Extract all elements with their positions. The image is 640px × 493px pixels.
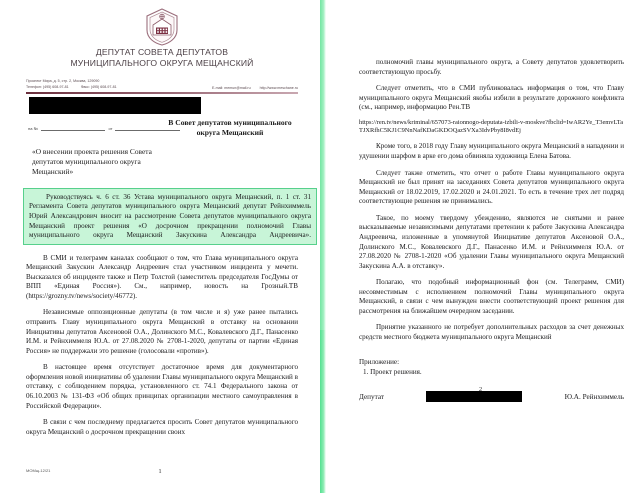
- signature-role-label: Депутат: [359, 392, 384, 401]
- reference-no-field[interactable]: [41, 124, 106, 131]
- highlighted-paragraph-block: [23, 188, 317, 245]
- contacts-right: [212, 78, 298, 91]
- paragraph-information-background: Полагаю, что подобный информационный фон (см. Телеграмм, СМИ) несовместимым с исполнением полномочий Главы муниципального округа Мещанский, в связи с чем вынужден внести соответствующий проект решения для рассмотрения на ближайшем очередном заседании.: [359, 278, 624, 315]
- paragraph-prior-claims: Такое, по моему твердому убеждению, являются не снятыми и ранее высказываемые независимыми депутатами претензии к работе Закускина Александра Андреевича, изложенные в упомянутой Инициативе депутатов Аксеновой О.А., Долинского М.С., Ковалевского Д.Г., Панасенко И.М. и Рейнхиммеля Ю.А. от 27.08.2020 № 2708-1-2020 «Об удалении Главы муниципального округа Мещанский Закускина А.А. в отставку».: [359, 213, 624, 270]
- paragraph-2018-accusation: Кроме того, в 2018 году Главу муниципального округа Мещанский в нападении и удушении шарфом в арке его дома обвиняла художница Елена Батова.: [359, 142, 624, 161]
- addressee-line1: В Совет депутатов муниципального: [168, 118, 292, 127]
- paragraph-media-report: В СМИ и телеграмм каналах сообщают о том, что Глава муниципального округа Мещанский Закускин Александр Андреевич стал участником инцидента у мечети. Высказался об инциденте также и Петр Толстой (заместитель председателя ГосДумы от ВПП «Единая Россия»). См., например, новость на Грозный.ТВ (https://grozny.tv/news/society/46772).: [26, 253, 298, 300]
- letterhead-contacts: [26, 78, 298, 91]
- attachment-title: Приложение:: [359, 357, 400, 366]
- paragraph-no-extra-costs: Принятие указанного не потребует дополнительных расходов за счет денежных средств местного бюджета муниципального округа Мещанский: [359, 323, 624, 342]
- page-number-2: 2: [478, 386, 483, 393]
- letterhead-divider: [26, 92, 298, 94]
- paragraph-report-rejected: Следует также отметить, что отчет о работе Главы муниципального округа Мещанский не был принят на заседаниях Совета депутатов муниципального округа Мещанский от 18.02.2019, 17.02.2020 и 24.01.2021. То есть в течение трех лет подряд соответствующие решения не принимались.: [359, 168, 624, 206]
- paragraph-powers-request: полномочий главы муниципального округа, а Совету депутатов удовлетворить соответствующую просьбу.: [359, 58, 624, 76]
- organization-title-line2: МУНИЦИПАЛЬНОГО ОКРУГА МЕЩАНСКИЙ: [70, 58, 254, 69]
- phone-label: Телефон: (495) 608-97-81: [26, 85, 69, 90]
- attachment-block: [359, 357, 624, 378]
- highlighted-paragraph: Руководствуясь ч. 6 ст. 36 Устава муниципального округа Мещанский, п. 1 ст. 31 Регламента Совета депутатов муниципального округа Мещанский депутат Рейнхиммель Юрий Александрович вносит на рассмотрение Совета депутатов муниципального округа Мещанский проект решения «О досрочном прекращении полномочий Главы муниципального округа Мещанский Закускина Александра Андреевича».: [29, 192, 311, 240]
- organization-title: [26, 47, 298, 69]
- scan-green-strip-bottom: [320, 330, 326, 493]
- source-url[interactable]: https://ren.tv/news/kriminal/657073-raionnogo-deputata-izbili-v-moskve?fbclid=IwAR2Ye_T3emvLTaTJXRfhC5KJ1C9NnNafKDaGKDOQazSVXa3IdvPby8I8vdEj: [359, 118, 624, 135]
- paragraph-no-time-for-procedure: В настоящее время отсутствует достаточное время для документарного оформления новой инициативы об удалении Главы муниципального округа Мещанский в отставку, с соблюдением порядка, установленного ст. 74.1 Федерального закона от 06.10.2003 № 131-ФЗ «Об общих принципах организации местного самоуправления в Российской Федерации».: [26, 363, 298, 410]
- addressee-line2: округа Мещанский: [196, 128, 264, 138]
- meshchansky-coat-of-arms-icon: [145, 8, 179, 46]
- reference-no-label: на №: [28, 126, 38, 132]
- fax-label: Факс: (495) 608-97-81: [80, 85, 117, 90]
- paragraph-opposition-deputies: Независимые оппозиционные депутаты (в том числе и я) уже ранее пытались отправить Главу муниципального округа Мещанский в отставку на основании Инициативы депутатов Аксеновой О.А., Долинского М.С., Ковалевского Д.Г., Панасенко И.М. и Рейнхиммеля Ю.А. от 27.08.2020 № 2708-1-2020, депутаты от партии «Единая Россия» не поддержали это решение (голосовали «против»).: [26, 308, 298, 355]
- document-code: МОМщ-12/21: [26, 468, 51, 473]
- paragraph-request-council: В связи с чем последнему предлагается просить Совет депутатов муниципального округа Мещанский о досрочном прекращении своих: [26, 418, 298, 436]
- attachment-item-1: 1. Проект решения.: [363, 367, 422, 376]
- phone-fax-line: [26, 84, 117, 90]
- signature-name: Ю.А. Рейнхиммель: [564, 392, 624, 401]
- reference-date-label: от: [108, 126, 113, 132]
- addressee-block: [160, 118, 300, 138]
- redaction-bar-header: [29, 97, 201, 114]
- address-line: Проспект Мира, д. 5, стр. 2, Москва, 129090: [26, 79, 100, 84]
- reference-line: [28, 124, 180, 131]
- contacts-left: [26, 78, 117, 90]
- email-label[interactable]: E-mail: memun@mail.ru: [212, 86, 251, 91]
- website-link[interactable]: http://www.meschane.ru: [259, 86, 298, 91]
- page-2-body: [359, 58, 624, 402]
- subject-line: «О внесении проекта решения Совета депутатов муниципального округа Мещанский»: [32, 147, 152, 176]
- page-number-1: 1: [158, 468, 162, 475]
- organization-title-line1: ДЕПУТАТ СОВЕТА ДЕПУТАТОВ: [95, 47, 229, 57]
- page-2: [320, 0, 640, 493]
- paragraph-media-beating: Следует отметить, что в СМИ публиковалась информация о том, что Главу муниципального округа Мещанский якобы избили в результате дорожного конфликта (см., например, информацию Рен.ТВ: [359, 84, 624, 112]
